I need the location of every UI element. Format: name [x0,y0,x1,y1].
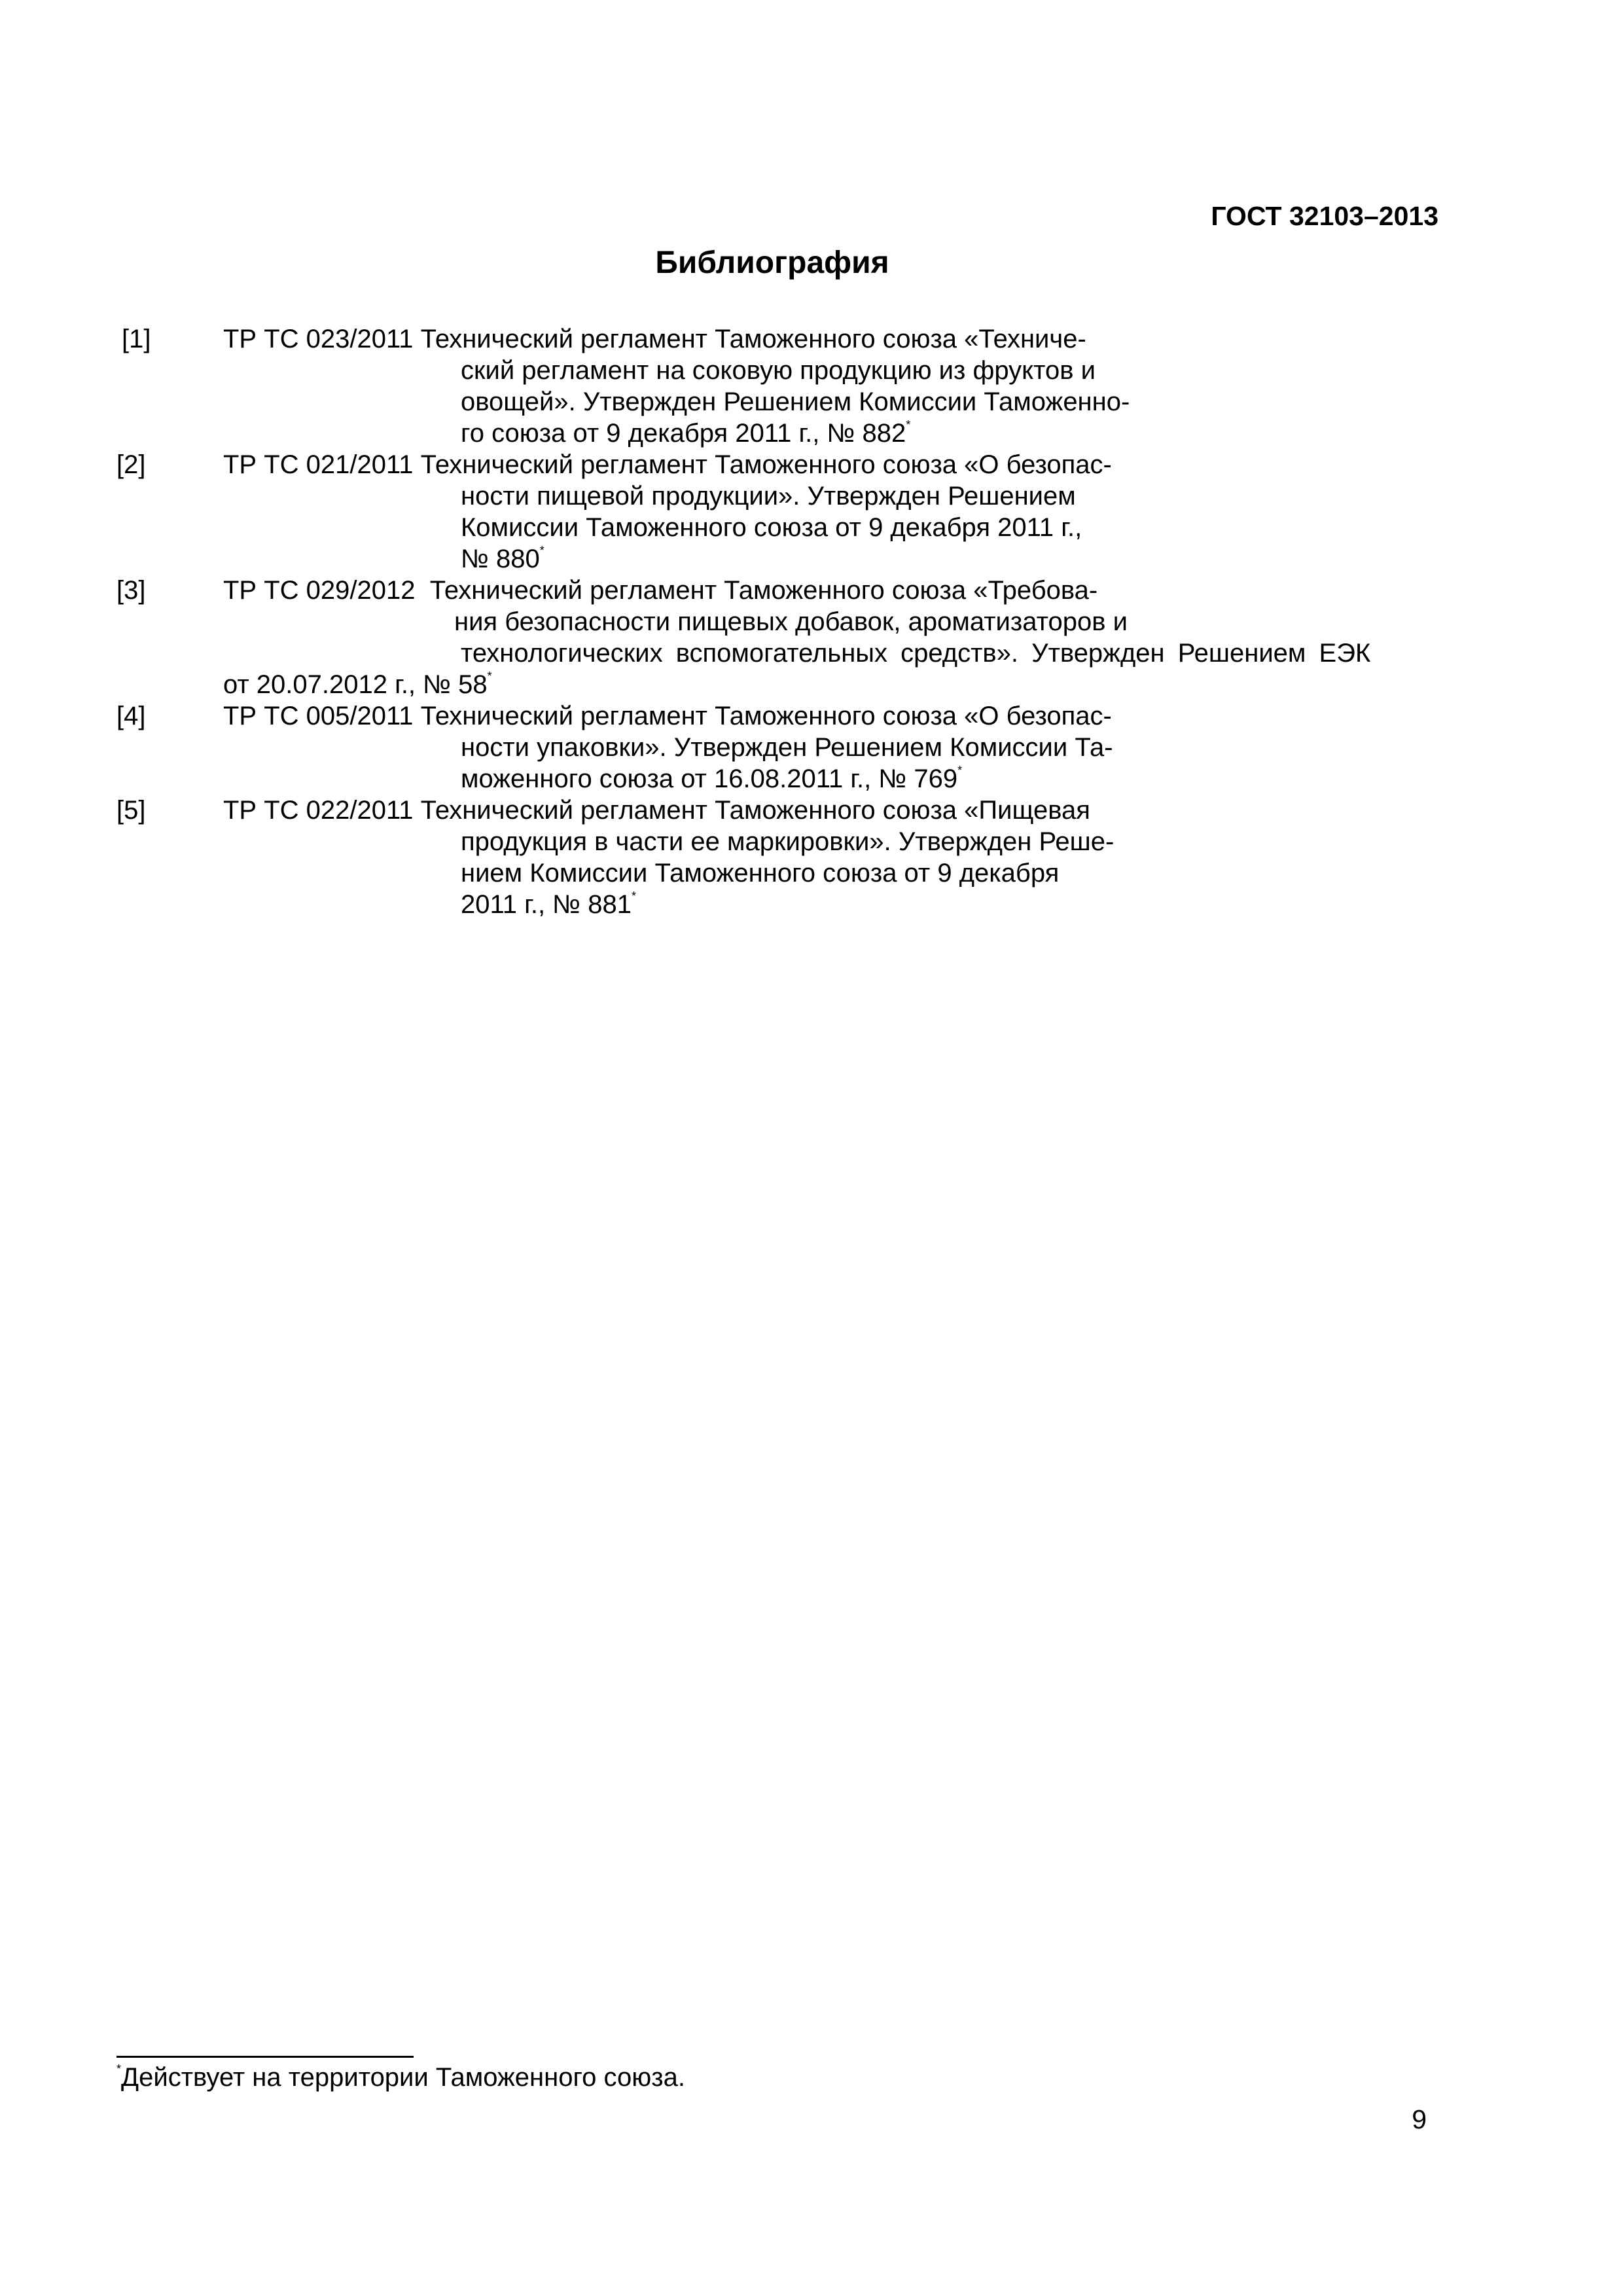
reference-code: ТР ТС 022/2011 [223,796,414,825]
reference-number: [1] [122,325,151,353]
reference-line [461,763,962,795]
footnote-text: Действует на территории Таможенного союза. [121,2063,685,2092]
reference-text: Технический регламент Таможенного союза «О безопас- [420,450,1112,479]
page-title: Библиография [655,245,889,280]
reference-line [461,889,636,920]
reference-line [461,418,910,449]
reference-code: ТР ТС 021/2011 [223,450,414,479]
reference-text: Технический регламент Таможенного союза «Техниче- [420,325,1086,353]
reference-line [223,700,1112,732]
reference-line [223,323,1086,355]
reference-number: [3] [116,576,146,605]
reference-text: Технический регламент Таможенного союза «Требова- [429,576,1098,605]
reference-number: [4] [116,702,146,730]
reference-text: 2011 г., № 881 [461,890,632,919]
reference-code: ТР ТС 023/2011 [223,325,414,353]
document-header: ГОСТ 32103–2013 [1211,201,1438,231]
reference-number: [5] [116,796,146,825]
reference-line: ский регламент на соковую продукцию из фруктов и [461,356,1096,385]
footnote-marker: * [631,889,636,903]
reference-text: моженного союза от 16.08.2011 г., № 769 [461,764,958,793]
footnote [116,2062,685,2093]
reference-code: ТР ТС 005/2011 [223,702,414,730]
reference-line: нием Комиссии Таможенного союза от 9 декабря [461,859,1060,888]
reference-text: го союза от 9 декабря 2011 г., № 882 [461,419,906,448]
footnote-marker: * [116,2062,122,2075]
reference-number: [2] [116,450,146,479]
footnote-marker: * [957,764,963,777]
footnote-marker: * [906,418,911,431]
reference-line: ния безопасности пищевых добавок, ароматизаторов и [454,607,1128,636]
footnote-marker: * [487,670,492,683]
reference-code: ТР ТС 029/2012 [223,576,416,605]
reference-line: Комиссии Таможенного союза от 9 декабря 2011 г., [461,513,1082,542]
footnote-marker: * [539,544,544,557]
reference-line: овощей». Утвержден Решением Комиссии Таможенно- [461,387,1130,416]
page-number: 9 [1412,2104,1427,2134]
reference-line: ности пищевой продукции». Утвержден Решением [461,482,1076,511]
reference-line: ности упаковки». Утвержден Решением Комиссии Та- [461,733,1113,762]
reference-line [223,669,492,700]
reference-line [461,543,544,575]
footnote-divider [116,2056,414,2058]
reference-line [223,575,1097,606]
reference-line [223,795,1090,826]
reference-line: технологических вспомогательных средств». Утвержден Решением ЕЭК [461,639,1371,668]
reference-line: продукция в части ее маркировки». Утвержден Реше- [461,827,1115,856]
reference-text: от 20.07.2012 г., № 58 [223,670,488,699]
reference-text: Технический регламент Таможенного союза «Пищевая [420,796,1090,825]
reference-text: № 880 [461,545,540,573]
reference-line [223,449,1112,480]
reference-text: Технический регламент Таможенного союза «О безопас- [420,702,1112,730]
